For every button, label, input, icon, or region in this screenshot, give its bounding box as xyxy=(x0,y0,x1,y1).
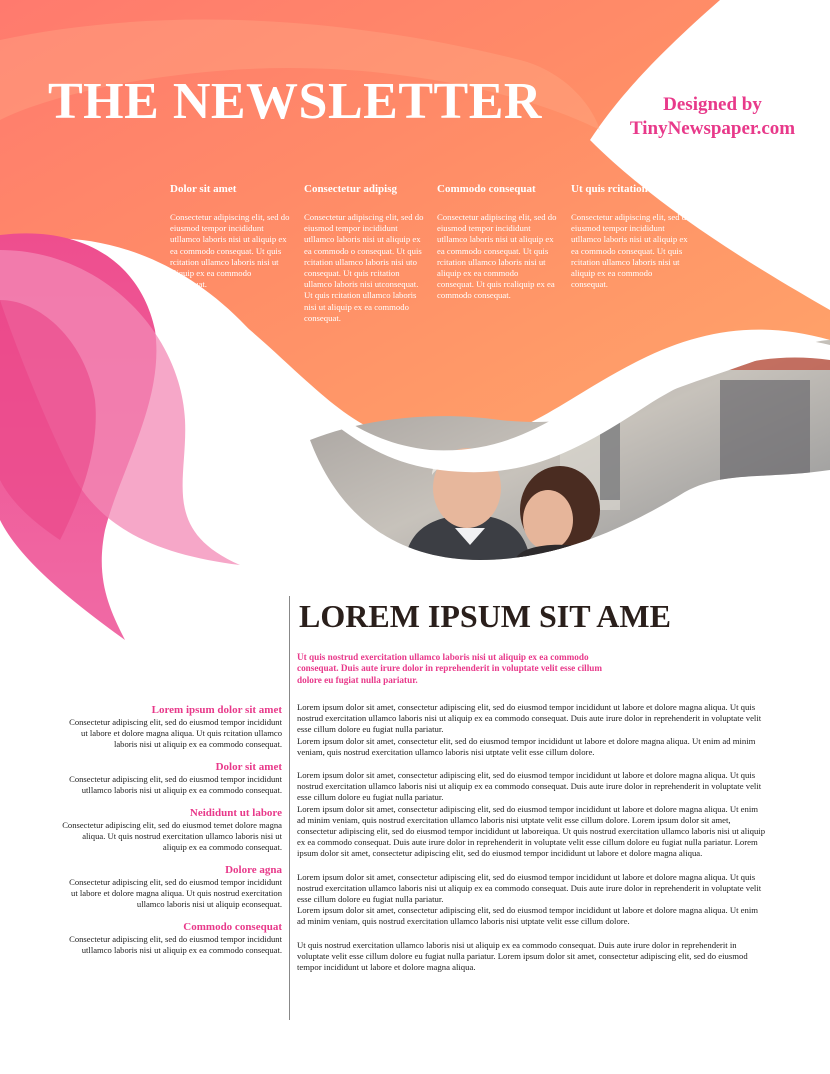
banner-column-heading: Commodo consequat xyxy=(437,183,536,195)
sidebar-heading: Dolor sit amet xyxy=(215,761,282,773)
sidebar-text: Consectetur adipiscing elit, sed do eiusmod tempor incididunt utllamco laboris nisi ut aliquip ex ea commodo consequat. xyxy=(69,934,282,955)
article-body xyxy=(297,702,767,985)
sidebar-item xyxy=(62,807,282,853)
sidebar-item xyxy=(62,761,282,796)
banner-column-heading: Consectetur adipisg xyxy=(304,183,397,195)
column-divider xyxy=(289,596,290,1020)
banner-column-text: Consectetur adipiscing elit, sed do eiusmod tempor incididunt utllamco laboris nisi ut aliquip ex ea commodo consequat. Ut quis rcitation ullamco laboris nisi ut aliquip ex ea commodo consequat. Ut quis rcaliquip ex ea commodo consequat. xyxy=(437,212,557,301)
sidebar-item xyxy=(62,704,282,750)
body-text: Lorem ipsum dolor sit amet, consectetur adipiscing elit, sed do eiusmod tempor incididunt ut labore et dolore magna aliqua. Ut quis nostrud exercitation ullamco laboris nisi ut aliquip ex ea commodo consequat. Duis aute irure dolor in reprehenderit in voluptate velit esse cillum dolore eu fugiat nulla pariatur. xyxy=(297,770,762,803)
sidebar-text: Consectetur adipiscing elit, sed do eiusmod tempor incididunt utllamco laboris nisi ut aliquip ex ea commodo consequat. xyxy=(69,774,282,795)
banner-column-text: Consectetur adipiscing elit, sed do eiusmod tempor incididunt utllamco laboris nisi ut aliquip ex ea commodo o consequat. Ut quis rcitation ullamco laboris nisi uto consequat. Ut quis rcitation ullamco laboris nisi utconsequat. Ut quis rcitation ullamco laboris nisi ut aliquip ex ea commodo consequat. xyxy=(304,212,424,323)
sidebar-text: Consectetur adipiscing elit, sed do eiusmod tempor incididunt ut labore et dolore magna aliqua. Ut quis rcitation ullamco laboris nisi ut aliquip ex ea commodo consequat. xyxy=(69,717,282,749)
sidebar-item xyxy=(62,921,282,956)
body-text: Lorem ipsum dolor sit amet, consectetur adipiscing elit, sed do eiusmod tempor incididunt ut labore et dolore magna aliqua. Ut enim ad minim veniam, quis nostrud exercitation ullamco laboris nisi utptate velit esse cillum dolore. Lorem ipsum dolor sit amet, consectetur adipiscing elit, sed do eiusmod tempor incididunt ut laboreiqua. Ut quis nostrud exercitation ullamco laboris nisi ut aliquip ex ea commodo consequat. Duis aute irure dolor in reprehenderit in voluptate velit esse cillum dolore eu fugiat nulla pariatur. Lorem ipsum dolor sit amet, consectetur adipiscing elit, sed do eiusmod tempor incididunt ut labore et dolore magna aliqua. xyxy=(297,803,766,859)
article-lede: Ut quis nostrud exercitation ullamco laboris nisi ut aliquip ex ea commodo consequat. Duis aute irure dolor in reprehenderit in voluptate velit esse cillum dolore eu fugiat nulla pariatur. xyxy=(297,652,603,685)
designer-credit[interactable] xyxy=(600,93,825,141)
credit-line-1: Designed by xyxy=(663,94,762,115)
banner-column-heading: Dolor sit amet xyxy=(170,183,237,195)
banner-column xyxy=(170,183,290,290)
sidebar-text: Consectetur adipiscing elit, sed do eiusmod temet dolore magna aliqua. Ut quis nostrud exercitation ullamco laboris nisi ut aliquip ex ea commodo consequat. xyxy=(62,820,282,852)
credit-line-2[interactable]: TinyNewspaper.com xyxy=(629,118,796,139)
sidebar-heading: Dolore agna xyxy=(225,864,282,876)
body-paragraph xyxy=(297,940,767,974)
banner-column xyxy=(437,183,557,302)
sidebar-heading: Neididunt ut labore xyxy=(189,807,282,819)
banner-column-text: Consectetur adipiscing elit, sed do eiusmod tempor incididunt utllamco laboris nisi ut aliquip ex ea commodo consequat. Ut quis rcitation ullamco laboris nisi ut aliquip ex ea commodo consequat. xyxy=(571,212,691,290)
sidebar-item xyxy=(62,864,282,910)
body-paragraph xyxy=(297,872,767,928)
banner-column-heading: Ut quis rcitation xyxy=(571,183,648,195)
article-headline: LOREM IPSUM SIT AME xyxy=(299,598,671,634)
sidebar-text: Consectetur adipiscing elit, sed do eiusmod tempor incididunt ut labore et dolore magna aliqua. Ut quis nostrud exercitation ullamco laboris nisi ut aliquip econsequat. xyxy=(69,877,282,909)
body-paragraph xyxy=(297,770,767,860)
banner-column xyxy=(304,183,424,324)
sidebar xyxy=(62,704,282,967)
sidebar-heading: Lorem ipsum dolor sit amet xyxy=(151,704,282,716)
banner-column xyxy=(571,183,691,290)
body-text: Lorem ipsum dolor sit amet, consectetur adipiscing elit, sed do eiusmod tempor incididunt ut labore et dolore magna aliqua. Ut enim ad minim veniam, quis nostrud exercitation ullamco laboris nisi utptate velit esse cillum dolore. xyxy=(297,905,759,927)
masthead-title: THE NEWSLETTER xyxy=(48,73,542,130)
body-text: Ut quis nostrud exercitation ullamco laboris nisi ut aliquip ex ea commodo consequat. Duis aute irure dolor in reprehenderit in voluptate velit esse cillum dolore eu fugiat nulla pariatur. Lorem ipsum dolor sit amet, consectetur adipiscing elit, sed do eiusmod tempor incididunt ut labore et dolore magna aliqua. xyxy=(297,939,748,973)
sidebar-heading: Commodo consequat xyxy=(183,921,282,933)
banner-column-text: Consectetur adipiscing elit, sed do eiusmod tempor incididunt utllamco laboris nisi ut aliquip ex ea commodo consequat. Ut quis rcitation ullamco laboris nisi ut aliquip ex ea commodo consequat. xyxy=(170,212,290,290)
body-paragraph xyxy=(297,702,767,758)
body-text: Lorem ipsum dolor sit amet, consectetur adipiscing elit, sed do eiusmod tempor incididunt ut labore et dolore magna aliqua. Ut quis nostrud exercitation ullamco laboris nisi ut aliquip ex ea commodo consequat. Duis aute irure dolor in reprehenderit in voluptate velit esse cillum dolore eu fugiat nulla pariatur. xyxy=(297,702,762,735)
body-text: Lorem ipsum dolor sit amet, consectetur elit, sed do eiusmod tempor incididunt ut labore et dolore magna aliqua. Ut enim ad minim veniam, quis nostrud exercitation ullamco laboris nisi utptate velit esse cillum dolore. xyxy=(297,735,756,757)
body-text: Lorem ipsum dolor sit amet, consectetur adipiscing elit, sed do eiusmod tempor incididunt ut labore et dolore magna aliqua. Ut quis nostrud exercitation ullamco laboris nisi ut aliquip ex ea commodo consequat. Duis aute irure dolor in reprehenderit in voluptate velit esse cillum dolore eu fugiat nulla pariatur. xyxy=(297,871,762,905)
